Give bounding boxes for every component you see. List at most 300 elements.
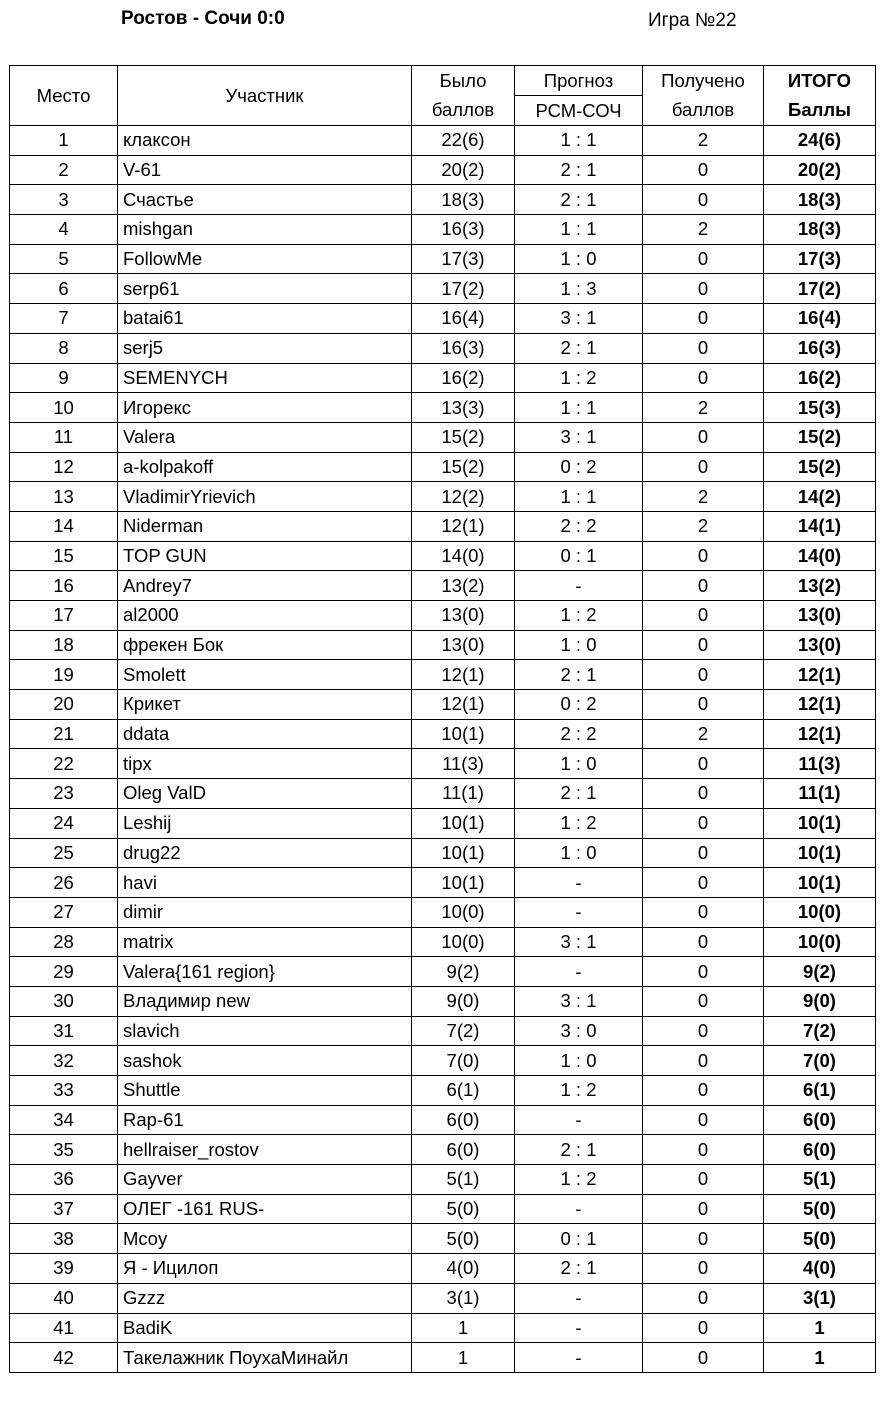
table-row bbox=[10, 630, 876, 660]
row-got-points: 0 bbox=[643, 838, 764, 868]
row-total-points: 7(0) bbox=[764, 1046, 876, 1076]
row-was-points: 10(0) bbox=[412, 927, 515, 957]
row-participant: Счастье bbox=[118, 185, 412, 215]
row-total-points: 15(3) bbox=[764, 393, 876, 423]
row-place: 21 bbox=[10, 719, 118, 749]
row-place: 4 bbox=[10, 215, 118, 245]
table-row bbox=[10, 1283, 876, 1313]
row-participant: Andrey7 bbox=[118, 571, 412, 601]
row-prediction: - bbox=[515, 1194, 643, 1224]
row-was-points: 6(0) bbox=[412, 1135, 515, 1165]
row-prediction: 1 : 2 bbox=[515, 601, 643, 631]
row-got-points: 0 bbox=[643, 1224, 764, 1254]
row-was-points: 20(2) bbox=[412, 155, 515, 185]
row-total-points: 5(1) bbox=[764, 1165, 876, 1195]
row-was-points: 9(2) bbox=[412, 957, 515, 987]
game-number: Игра №22 bbox=[648, 10, 737, 31]
row-prediction: 2 : 1 bbox=[515, 185, 643, 215]
row-participant: al2000 bbox=[118, 601, 412, 631]
row-got-points: 0 bbox=[643, 868, 764, 898]
row-total-points: 5(0) bbox=[764, 1224, 876, 1254]
row-was-points: 17(3) bbox=[412, 244, 515, 274]
row-prediction: 2 : 2 bbox=[515, 719, 643, 749]
row-was-points: 12(1) bbox=[412, 511, 515, 541]
row-prediction: 3 : 1 bbox=[515, 304, 643, 334]
row-place: 13 bbox=[10, 482, 118, 512]
row-participant: Smolett bbox=[118, 660, 412, 690]
table-row bbox=[10, 749, 876, 779]
row-total-points: 24(6) bbox=[764, 126, 876, 156]
row-total-points: 11(3) bbox=[764, 749, 876, 779]
row-was-points: 12(1) bbox=[412, 690, 515, 720]
row-got-points: 0 bbox=[643, 244, 764, 274]
table-row bbox=[10, 363, 876, 393]
row-got-points: 0 bbox=[643, 422, 764, 452]
row-prediction: 0 : 2 bbox=[515, 452, 643, 482]
col-total-header-bottom: Баллы bbox=[764, 96, 876, 126]
row-got-points: 2 bbox=[643, 482, 764, 512]
row-participant: dimir bbox=[118, 897, 412, 927]
col-pred-header-top: Прогноз bbox=[515, 66, 643, 96]
row-was-points: 16(4) bbox=[412, 304, 515, 334]
row-place: 28 bbox=[10, 927, 118, 957]
row-total-points: 11(1) bbox=[764, 779, 876, 809]
row-total-points: 4(0) bbox=[764, 1254, 876, 1284]
row-prediction: 3 : 0 bbox=[515, 1016, 643, 1046]
row-total-points: 12(1) bbox=[764, 690, 876, 720]
row-total-points: 6(0) bbox=[764, 1135, 876, 1165]
row-prediction: 2 : 1 bbox=[515, 1135, 643, 1165]
table-row bbox=[10, 452, 876, 482]
row-total-points: 17(3) bbox=[764, 244, 876, 274]
table-body bbox=[10, 126, 876, 1373]
row-place: 22 bbox=[10, 749, 118, 779]
row-prediction: 1 : 1 bbox=[515, 393, 643, 423]
row-participant: matrix bbox=[118, 927, 412, 957]
row-participant: FollowMe bbox=[118, 244, 412, 274]
row-total-points: 13(0) bbox=[764, 601, 876, 631]
row-got-points: 0 bbox=[643, 779, 764, 809]
col-total-header-top: ИТОГО bbox=[764, 66, 876, 96]
col-participant-header: Участник bbox=[118, 66, 412, 126]
row-place: 27 bbox=[10, 897, 118, 927]
row-participant: Leshij bbox=[118, 808, 412, 838]
table-row bbox=[10, 779, 876, 809]
row-participant: Я - Ицилоп bbox=[118, 1254, 412, 1284]
row-place: 5 bbox=[10, 244, 118, 274]
row-participant: Игорекс bbox=[118, 393, 412, 423]
row-place: 29 bbox=[10, 957, 118, 987]
table-row bbox=[10, 1076, 876, 1106]
row-total-points: 17(2) bbox=[764, 274, 876, 304]
row-was-points: 7(2) bbox=[412, 1016, 515, 1046]
table-row bbox=[10, 1165, 876, 1195]
row-prediction: 2 : 1 bbox=[515, 779, 643, 809]
row-got-points: 0 bbox=[643, 808, 764, 838]
row-prediction: 1 : 0 bbox=[515, 1046, 643, 1076]
row-total-points: 16(2) bbox=[764, 363, 876, 393]
table-row bbox=[10, 511, 876, 541]
row-participant: Владимир new bbox=[118, 986, 412, 1016]
row-prediction: 1 : 0 bbox=[515, 749, 643, 779]
row-place: 6 bbox=[10, 274, 118, 304]
row-was-points: 16(2) bbox=[412, 363, 515, 393]
row-was-points: 13(3) bbox=[412, 393, 515, 423]
row-participant: mishgan bbox=[118, 215, 412, 245]
row-place: 30 bbox=[10, 986, 118, 1016]
row-got-points: 0 bbox=[643, 690, 764, 720]
row-got-points: 0 bbox=[643, 452, 764, 482]
row-total-points: 18(3) bbox=[764, 215, 876, 245]
row-total-points: 10(1) bbox=[764, 868, 876, 898]
row-was-points: 15(2) bbox=[412, 452, 515, 482]
row-participant: ОЛЕГ -161 RUS- bbox=[118, 1194, 412, 1224]
row-was-points: 12(2) bbox=[412, 482, 515, 512]
row-participant: ddata bbox=[118, 719, 412, 749]
row-participant: клаксон bbox=[118, 126, 412, 156]
row-was-points: 11(1) bbox=[412, 779, 515, 809]
table-row bbox=[10, 215, 876, 245]
row-was-points: 7(0) bbox=[412, 1046, 515, 1076]
row-prediction: - bbox=[515, 957, 643, 987]
row-got-points: 0 bbox=[643, 1016, 764, 1046]
row-got-points: 0 bbox=[643, 601, 764, 631]
row-prediction: 2 : 1 bbox=[515, 333, 643, 363]
row-was-points: 13(2) bbox=[412, 571, 515, 601]
row-place: 2 bbox=[10, 155, 118, 185]
row-prediction: - bbox=[515, 1283, 643, 1313]
row-prediction: 3 : 1 bbox=[515, 986, 643, 1016]
row-participant: Shuttle bbox=[118, 1076, 412, 1106]
row-participant: slavich bbox=[118, 1016, 412, 1046]
row-got-points: 0 bbox=[643, 571, 764, 601]
row-was-points: 14(0) bbox=[412, 541, 515, 571]
row-was-points: 10(0) bbox=[412, 897, 515, 927]
row-prediction: - bbox=[515, 1313, 643, 1343]
row-got-points: 2 bbox=[643, 215, 764, 245]
row-participant: Mcoy bbox=[118, 1224, 412, 1254]
row-was-points: 18(3) bbox=[412, 185, 515, 215]
row-place: 17 bbox=[10, 601, 118, 631]
row-participant: tipx bbox=[118, 749, 412, 779]
table-row bbox=[10, 244, 876, 274]
table-row bbox=[10, 690, 876, 720]
table-row bbox=[10, 155, 876, 185]
row-got-points: 0 bbox=[643, 986, 764, 1016]
row-place: 16 bbox=[10, 571, 118, 601]
row-place: 34 bbox=[10, 1105, 118, 1135]
table-row bbox=[10, 1194, 876, 1224]
row-total-points: 12(1) bbox=[764, 660, 876, 690]
row-was-points: 1 bbox=[412, 1343, 515, 1373]
row-participant: Oleg ValD bbox=[118, 779, 412, 809]
row-place: 11 bbox=[10, 422, 118, 452]
row-total-points: 10(1) bbox=[764, 838, 876, 868]
row-got-points: 0 bbox=[643, 304, 764, 334]
row-participant: havi bbox=[118, 868, 412, 898]
table-row bbox=[10, 986, 876, 1016]
table-row bbox=[10, 601, 876, 631]
row-place: 26 bbox=[10, 868, 118, 898]
table-row bbox=[10, 1224, 876, 1254]
row-got-points: 0 bbox=[643, 897, 764, 927]
row-was-points: 11(3) bbox=[412, 749, 515, 779]
standings-table bbox=[9, 65, 876, 1373]
table-row bbox=[10, 1105, 876, 1135]
row-prediction: 3 : 1 bbox=[515, 927, 643, 957]
row-was-points: 13(0) bbox=[412, 601, 515, 631]
row-participant: TOP GUN bbox=[118, 541, 412, 571]
table-row bbox=[10, 126, 876, 156]
row-total-points: 1 bbox=[764, 1343, 876, 1373]
row-place: 41 bbox=[10, 1313, 118, 1343]
row-participant: BadiK bbox=[118, 1313, 412, 1343]
row-got-points: 0 bbox=[643, 957, 764, 987]
row-was-points: 22(6) bbox=[412, 126, 515, 156]
row-total-points: 12(1) bbox=[764, 719, 876, 749]
row-was-points: 12(1) bbox=[412, 660, 515, 690]
row-place: 20 bbox=[10, 690, 118, 720]
row-participant: batai61 bbox=[118, 304, 412, 334]
row-prediction: 0 : 1 bbox=[515, 541, 643, 571]
row-total-points: 5(0) bbox=[764, 1194, 876, 1224]
row-total-points: 14(1) bbox=[764, 511, 876, 541]
row-was-points: 17(2) bbox=[412, 274, 515, 304]
row-total-points: 15(2) bbox=[764, 422, 876, 452]
row-total-points: 13(2) bbox=[764, 571, 876, 601]
row-got-points: 0 bbox=[643, 1046, 764, 1076]
row-was-points: 10(1) bbox=[412, 838, 515, 868]
row-prediction: 1 : 0 bbox=[515, 838, 643, 868]
row-place: 3 bbox=[10, 185, 118, 215]
table-row bbox=[10, 719, 876, 749]
row-place: 40 bbox=[10, 1283, 118, 1313]
col-was-header-top: Было bbox=[412, 66, 515, 96]
row-prediction: 3 : 1 bbox=[515, 422, 643, 452]
row-prediction: 1 : 3 bbox=[515, 274, 643, 304]
row-was-points: 3(1) bbox=[412, 1283, 515, 1313]
row-got-points: 0 bbox=[643, 1313, 764, 1343]
row-total-points: 14(0) bbox=[764, 541, 876, 571]
row-participant: sashok bbox=[118, 1046, 412, 1076]
row-place: 42 bbox=[10, 1343, 118, 1373]
row-prediction: 1 : 2 bbox=[515, 363, 643, 393]
row-got-points: 0 bbox=[643, 1105, 764, 1135]
row-participant: Gzzz bbox=[118, 1283, 412, 1313]
row-total-points: 9(2) bbox=[764, 957, 876, 987]
row-got-points: 0 bbox=[643, 1165, 764, 1195]
row-place: 36 bbox=[10, 1165, 118, 1195]
row-got-points: 2 bbox=[643, 393, 764, 423]
row-got-points: 0 bbox=[643, 185, 764, 215]
col-got-header-top: Получено bbox=[643, 66, 764, 96]
row-participant: фрекен Бок bbox=[118, 630, 412, 660]
row-prediction: - bbox=[515, 868, 643, 898]
row-participant: hellraiser_rostov bbox=[118, 1135, 412, 1165]
table-row bbox=[10, 1254, 876, 1284]
row-participant: serp61 bbox=[118, 274, 412, 304]
row-total-points: 3(1) bbox=[764, 1283, 876, 1313]
row-was-points: 13(0) bbox=[412, 630, 515, 660]
row-got-points: 0 bbox=[643, 660, 764, 690]
row-got-points: 0 bbox=[643, 927, 764, 957]
table-row bbox=[10, 571, 876, 601]
row-prediction: - bbox=[515, 897, 643, 927]
row-participant: a-kolpakoff bbox=[118, 452, 412, 482]
row-got-points: 2 bbox=[643, 511, 764, 541]
row-prediction: 2 : 2 bbox=[515, 511, 643, 541]
table-row bbox=[10, 185, 876, 215]
col-got-header-bottom: баллов bbox=[643, 96, 764, 126]
row-place: 25 bbox=[10, 838, 118, 868]
row-got-points: 0 bbox=[643, 1076, 764, 1106]
row-participant: Valera bbox=[118, 422, 412, 452]
table-row bbox=[10, 838, 876, 868]
row-place: 23 bbox=[10, 779, 118, 809]
table-row bbox=[10, 927, 876, 957]
table-row bbox=[10, 808, 876, 838]
table-row bbox=[10, 333, 876, 363]
row-was-points: 9(0) bbox=[412, 986, 515, 1016]
table-row bbox=[10, 897, 876, 927]
row-got-points: 0 bbox=[643, 1343, 764, 1373]
row-total-points: 14(2) bbox=[764, 482, 876, 512]
row-place: 10 bbox=[10, 393, 118, 423]
row-total-points: 20(2) bbox=[764, 155, 876, 185]
table-row bbox=[10, 304, 876, 334]
row-place: 35 bbox=[10, 1135, 118, 1165]
row-prediction: 1 : 2 bbox=[515, 1165, 643, 1195]
row-was-points: 10(1) bbox=[412, 808, 515, 838]
row-prediction: 2 : 1 bbox=[515, 1254, 643, 1284]
row-place: 32 bbox=[10, 1046, 118, 1076]
row-got-points: 2 bbox=[643, 126, 764, 156]
table-header bbox=[10, 66, 876, 126]
row-place: 19 bbox=[10, 660, 118, 690]
row-was-points: 1 bbox=[412, 1313, 515, 1343]
row-got-points: 0 bbox=[643, 630, 764, 660]
row-was-points: 15(2) bbox=[412, 422, 515, 452]
row-participant: Niderman bbox=[118, 511, 412, 541]
row-was-points: 10(1) bbox=[412, 719, 515, 749]
row-place: 33 bbox=[10, 1076, 118, 1106]
row-was-points: 5(1) bbox=[412, 1165, 515, 1195]
row-was-points: 5(0) bbox=[412, 1194, 515, 1224]
row-place: 38 bbox=[10, 1224, 118, 1254]
row-prediction: - bbox=[515, 571, 643, 601]
row-got-points: 0 bbox=[643, 1135, 764, 1165]
row-total-points: 10(1) bbox=[764, 808, 876, 838]
row-participant: serj5 bbox=[118, 333, 412, 363]
table-row bbox=[10, 1016, 876, 1046]
row-total-points: 18(3) bbox=[764, 185, 876, 215]
table-row bbox=[10, 1343, 876, 1373]
table-row bbox=[10, 1046, 876, 1076]
row-participant: VladimirYrievich bbox=[118, 482, 412, 512]
row-total-points: 9(0) bbox=[764, 986, 876, 1016]
row-place: 8 bbox=[10, 333, 118, 363]
row-place: 14 bbox=[10, 511, 118, 541]
col-place-header: Место bbox=[10, 66, 118, 126]
row-place: 18 bbox=[10, 630, 118, 660]
table-row bbox=[10, 1313, 876, 1343]
row-was-points: 4(0) bbox=[412, 1254, 515, 1284]
table-row bbox=[10, 482, 876, 512]
row-place: 15 bbox=[10, 541, 118, 571]
row-participant: drug22 bbox=[118, 838, 412, 868]
row-was-points: 10(1) bbox=[412, 868, 515, 898]
row-prediction: 1 : 2 bbox=[515, 1076, 643, 1106]
table-row bbox=[10, 957, 876, 987]
row-prediction: 2 : 1 bbox=[515, 660, 643, 690]
row-got-points: 0 bbox=[643, 749, 764, 779]
row-got-points: 2 bbox=[643, 719, 764, 749]
match-title: Ростов - Сочи 0:0 bbox=[121, 8, 285, 29]
row-place: 37 bbox=[10, 1194, 118, 1224]
row-place: 24 bbox=[10, 808, 118, 838]
table-row bbox=[10, 660, 876, 690]
row-got-points: 0 bbox=[643, 1254, 764, 1284]
row-prediction: - bbox=[515, 1105, 643, 1135]
row-total-points: 10(0) bbox=[764, 927, 876, 957]
row-prediction: 0 : 1 bbox=[515, 1224, 643, 1254]
row-was-points: 16(3) bbox=[412, 333, 515, 363]
row-place: 39 bbox=[10, 1254, 118, 1284]
row-total-points: 1 bbox=[764, 1313, 876, 1343]
row-prediction: 1 : 1 bbox=[515, 482, 643, 512]
row-was-points: 16(3) bbox=[412, 215, 515, 245]
row-participant: Такелажник ПоухаМинайл bbox=[118, 1343, 412, 1373]
table-row bbox=[10, 868, 876, 898]
row-prediction: 1 : 2 bbox=[515, 808, 643, 838]
row-total-points: 16(4) bbox=[764, 304, 876, 334]
row-prediction: 1 : 1 bbox=[515, 126, 643, 156]
row-prediction: 0 : 2 bbox=[515, 690, 643, 720]
row-participant: Valera{161 region} bbox=[118, 957, 412, 987]
row-prediction: 1 : 1 bbox=[515, 215, 643, 245]
row-total-points: 6(1) bbox=[764, 1076, 876, 1106]
row-participant: SEMENYCH bbox=[118, 363, 412, 393]
row-got-points: 0 bbox=[643, 333, 764, 363]
row-participant: V-61 bbox=[118, 155, 412, 185]
col-was-header-bottom: баллов bbox=[412, 96, 515, 126]
row-got-points: 0 bbox=[643, 541, 764, 571]
table-row bbox=[10, 541, 876, 571]
row-got-points: 0 bbox=[643, 155, 764, 185]
row-participant: Крикет bbox=[118, 690, 412, 720]
row-got-points: 0 bbox=[643, 274, 764, 304]
row-was-points: 5(0) bbox=[412, 1224, 515, 1254]
row-was-points: 6(0) bbox=[412, 1105, 515, 1135]
table-row bbox=[10, 1135, 876, 1165]
row-was-points: 6(1) bbox=[412, 1076, 515, 1106]
row-prediction: 2 : 1 bbox=[515, 155, 643, 185]
row-got-points: 0 bbox=[643, 1194, 764, 1224]
row-total-points: 10(0) bbox=[764, 897, 876, 927]
row-place: 9 bbox=[10, 363, 118, 393]
row-total-points: 16(3) bbox=[764, 333, 876, 363]
table-row bbox=[10, 422, 876, 452]
table-row bbox=[10, 393, 876, 423]
row-participant: Rap-61 bbox=[118, 1105, 412, 1135]
row-prediction: 1 : 0 bbox=[515, 244, 643, 274]
row-got-points: 0 bbox=[643, 1283, 764, 1313]
row-participant: Gayver bbox=[118, 1165, 412, 1195]
row-prediction: 1 : 0 bbox=[515, 630, 643, 660]
row-total-points: 7(2) bbox=[764, 1016, 876, 1046]
row-total-points: 13(0) bbox=[764, 630, 876, 660]
row-got-points: 0 bbox=[643, 363, 764, 393]
